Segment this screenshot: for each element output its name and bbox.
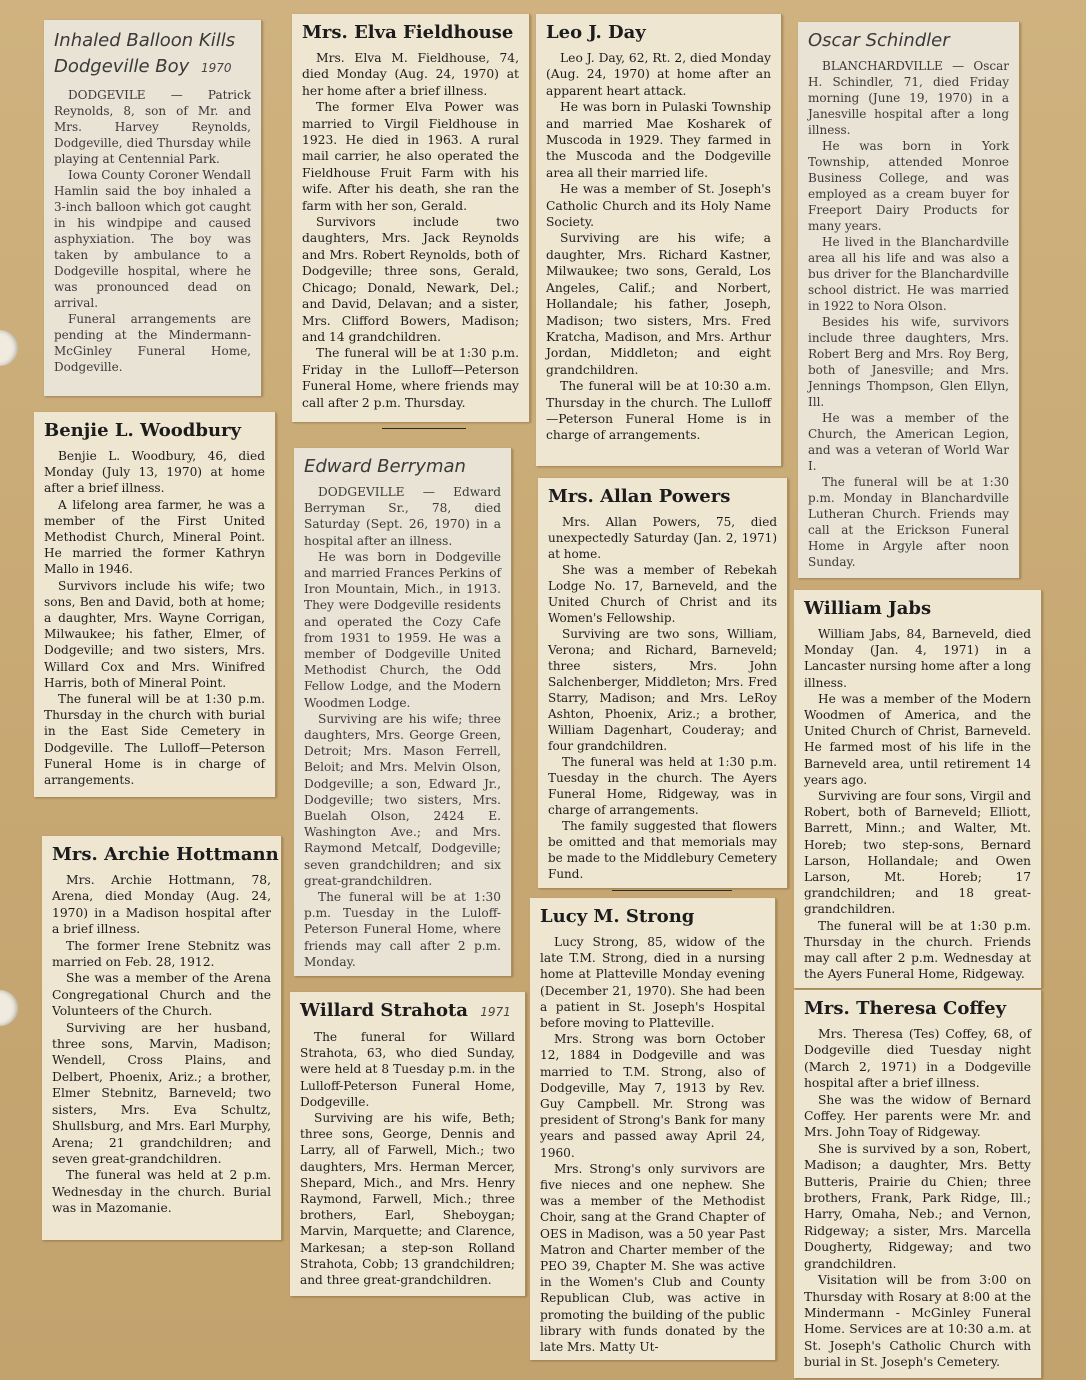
paragraph: The former Irene Stebnitz was married on Feb. 28, 1912. [52, 938, 271, 970]
divider-rule [612, 890, 732, 891]
article-body [302, 50, 519, 411]
paragraph: BLANCHARDVILLE — Oscar H. Schindler, 71, died Friday morning (June 19, 1970) in a Janesville hospital after a long illness. [808, 59, 1009, 137]
article-body [804, 626, 1031, 982]
paragraph: Surviving are his wife; three daughters, Mrs. George Green, Detroit; Mrs. Mason Ferrell, Beloit; and Mrs. Melvin Olson, Dodgeville; a son, Edward Jr., Dodgeville; two sisters, Mrs. Buelah Olson, 2424 E. Washington Ave.; and Mrs. Raymond Metcalf, Dodgeville; seven grandchildren; and six great-grandchildren. [304, 711, 501, 888]
paragraph: He was born in Pulaski Township and married Mae Kosharek of Muscoda in 1929. They farmed in the Muscoda and the Dodgeville area all their married life. [546, 100, 771, 180]
obituary-clipping-woodbury [34, 412, 276, 797]
headline: Edward Berryman [304, 456, 466, 477]
headline [54, 28, 251, 81]
paragraph: He was a member of the Modern Woodmen of America, and the United Church of Christ, Barneveld. He farmed most of his life in the Barneveld area, until retirement 14 years ago. [804, 691, 1031, 787]
paragraph: Surviving are his wife; a daughter, Mrs. Richard Kastner, Milwaukee; two sons, Gerald, Los Angeles, Calif.; and Norbert, Hollandale; his father, Joseph, Madison; two sisters, Mrs. Fred Kratcha, Madison, and Mrs. Arthur Jordan, Middleton; and eight grandchildren. [546, 231, 771, 377]
handwritten-year: 1970 [201, 61, 232, 75]
paragraph: He lived in the Blanchardville area all his life and was also a bus driver for the Blanchardville school district. He was married in 1922 to Nora Olson. [808, 235, 1009, 313]
paragraph: Survivors include his wife; two sons, Ben and David, both at home; a daughter, Mrs. Wayne Corrigan, Milwaukee; his father, Elmer, of Dodgeville; and two sisters, Mrs. Willard Cox and Mrs. Winifred Harris, both of Mineral Point. [44, 578, 265, 690]
headline: Leo J. Day [546, 22, 646, 43]
paragraph: Iowa County Coroner Wendall Hamlin said the boy inhaled a 3-inch balloon which got caught in his windpipe and caused asphyxiation. The boy was taken by ambulance to a Dodgeville hospital, where he was pronounced dead on arrival. [54, 168, 251, 310]
article-body [804, 1026, 1031, 1371]
paragraph: Lucy Strong, 85, widow of the late T.M. Strong, died in a nursing home at Platteville Monday evening (December 21, 1970). She had been a patient in St. Joseph's Hospital before moving to Platteville. [540, 935, 765, 1031]
paragraph: DODGEVILLE — Edward Berryman Sr., 78, died Saturday (Sept. 26, 1970) in a hospital after an illness. [304, 485, 501, 548]
binder-hole [0, 330, 18, 366]
headline: Benjie L. Woodbury [44, 420, 241, 441]
article-body [52, 872, 271, 1217]
paragraph: She is survived by a son, Robert, Madison; a daughter, Mrs. Betty Butteris, Prairie du Chien; three brothers, Frank, Park Ridge, Ill.; Harry, Omaha, Neb.; and Vernon, Ridgeway; a sister, Mrs. Marcella Dougherty, Ridgeway; and two grandchildren. [804, 1141, 1031, 1271]
paragraph: DODGEVILE — Patrick Reynolds, 8, son of Mr. and Mrs. Harvey Reynolds, Dodgeville, died Thursday while playing at Centennial Park. [54, 88, 251, 166]
paragraph: He was a member of the Church, the American Legion, and was a veteran of World War I. [808, 411, 1009, 473]
paragraph: A lifelong area farmer, he was a member of the First United Methodist Church, Mineral Point. He married the former Kathryn Mallo in 1946. [44, 497, 265, 577]
paragraph: The funeral will be at 1:30 p.m. Thursday in the church. Friends may call after 2 p.m. Wednesday at the Ayers Funeral Home, Ridgeway. [804, 918, 1031, 982]
paragraph: She was the widow of Bernard Coffey. Her parents were Mr. and Mrs. John Toay of Ridgeway. [804, 1092, 1031, 1140]
obituary-clipping-coffey [794, 990, 1042, 1378]
paragraph: The funeral will be at 1:30 p.m. Friday in the Lulloff—Peterson Funeral Home, where friends may call after 2 p.m. Thursday. [302, 346, 519, 410]
paragraph: The funeral will be at 1:30 p.m. Thursday in the church with burial in the East Side Cemetery in Dodgeville. The Lulloff—Peterson Funeral Home is in charge of arrangements. [44, 692, 265, 788]
obituary-clipping-strong [530, 898, 776, 1360]
paragraph: Visitation will be from 3:00 on Thursday with Rosary at 8:00 at the Mindermann - McGinley Funeral Home. Services are at 10:30 a.m. at St. Joseph's Catholic Church with burial in St. Joseph's Cemetery. [804, 1273, 1031, 1370]
paragraph: The funeral was held at 2 p.m. Wednesday in the church. Burial was in Mazomanie. [52, 1168, 271, 1216]
article-body [546, 50, 771, 444]
paragraph: Mrs. Strong was born October 12, 1884 in Dodgeville and was married to T.M. Strong, also of Dodgeville, May 7, 1913 by Rev. Guy Campbell. Mr. Strong was president of Strong's Bank for many years and passed away April 24, 1960. [540, 1032, 765, 1160]
headline-text: Inhaled Balloon Kills Dodgeville Boy [54, 30, 236, 77]
obituary-clipping-reynolds [44, 20, 262, 396]
paragraph: He was a member of St. Joseph's Catholic Church and its Holy Name Society. [546, 182, 771, 230]
paragraph: The funeral will be at 1:30 p.m. Monday in Blanchardville Lutheran Church. Friends may call at the Erickson Funeral Home in Argyle after noon Sunday. [808, 475, 1009, 569]
paragraph: Mrs. Allan Powers, 75, died unexpectedly Saturday (Jan. 2, 1971) at home. [548, 515, 777, 561]
obituary-clipping-fieldhouse [292, 14, 530, 422]
article-body [540, 934, 765, 1355]
paragraph: William Jabs, 84, Barneveld, died Monday (Jan. 4, 1971) in a Lancaster nursing home after a long illness. [804, 627, 1031, 690]
paragraph: She was a member of Rebekah Lodge No. 17, Barneveld, and the United Church of Christ and its Women's Fellowship. [548, 563, 777, 625]
headline: William Jabs [804, 598, 932, 619]
obituary-clipping-hottmann [42, 836, 282, 1240]
article-body [304, 484, 501, 970]
headline: Mrs. Archie Hottmann [52, 844, 279, 865]
paragraph: Surviving are his wife, Beth; three sons, George, Dennis and Larry, all of Farwell, Mich.; two daughters, Mrs. Herman Mercer, Shepard, Mich., and Mrs. Henry Raymond, Farwell, Mich.; three brothers, Earl, Sheboygan; Marvin, Marquette; and Clarence, Markesan; a step-son Rolland Strahota, Cobb; 13 grandchildren; and three great-grandchildren. [300, 1111, 515, 1288]
paragraph: The former Elva Power was married to Virgil Fieldhouse in 1923. He died in 1963. A rural mail carrier, he also operated the Fieldhouse Fruit Farm with his wife. After his death, she ran the farm with her son, Gerald. [302, 100, 519, 213]
headline: Mrs. Elva Fieldhouse [302, 22, 514, 43]
article-body [300, 1029, 515, 1288]
obituary-clipping-powers [538, 478, 788, 888]
paragraph: Leo J. Day, 62, Rt. 2, died Monday (Aug. 24, 1970) at home after an apparent heart attack. [546, 51, 771, 98]
paragraph: The funeral was held at 1:30 p.m. Tuesday in the church. The Ayers Funeral Home, Ridgeway, was in charge of arrangements. [548, 755, 777, 817]
headline-text: Willard Strahota [300, 1000, 468, 1021]
handwritten-year: 1971 [480, 1005, 511, 1019]
paragraph: Mrs. Elva M. Fieldhouse, 74, died Monday (Aug. 24, 1970) at her home after a brief illness. [302, 51, 519, 98]
paragraph: Benjie L. Woodbury, 46, died Monday (July 13, 1970) at home after a brief illness. [44, 449, 265, 496]
paragraph: Surviving are four sons, Virgil and Robert, both of Barneveld; Elliott, Barrett, Minn.; and Walter, Mt. Horeb; two step-sons, Bernard Larson, Hollandale; and Owen Larson, Mt. Horeb; 17 grandchildren; and 18 great-grandchildren. [804, 789, 1031, 917]
obituary-clipping-day [536, 14, 782, 466]
article-body [548, 514, 777, 882]
headline [300, 1000, 515, 1023]
paragraph: He was born in York Township, attended Monroe Business College, and was employed as a cream buyer for Freeport Dairy Products for many years. [808, 139, 1009, 233]
obituary-clipping-strahota [290, 992, 526, 1296]
paragraph: Surviving are her husband, three sons, Marvin, Madison; Wendell, Cross Plains, and Delbert, Phoenix, Ariz.; a brother, Elmer Stebnitz, Barneveld; two sisters, Mrs. Eva Schultz, Shullsburg, and Mrs. Earl Murphy, Arena; 21 grandchildren; and seven great-grandchildren. [52, 1020, 271, 1166]
headline: Lucy M. Strong [540, 906, 695, 927]
paragraph: She was a member of the Arena Congregational Church and the Volunteers of the Church. [52, 971, 271, 1019]
article-body [44, 448, 265, 788]
paragraph: Surviving are two sons, William, Verona; and Richard, Barneveld; three sisters, Mrs. John Salchenberger, Middleton; Mrs. Fred Starry, Madison; and Mrs. LeRoy Ashton, Phoenix, Ariz.; a brother, William Dagenhart, Couderay; and four grandchildren. [548, 627, 777, 753]
paragraph: Mrs. Strong's only survivors are five nieces and one nephew. She was a member of the Methodist Choir, sang at the Grand Chapter of OES in Madison, was a 50 year Past Matron and Charter member of the PEO 39, Chapter M. She was active in the Women's Club and County Republican Club, was active in promoting the building of the public library with funds donated by the late Mrs. Matty Ut- [540, 1161, 765, 1355]
article-body [808, 58, 1009, 570]
divider-rule [382, 428, 466, 429]
article-body [54, 87, 251, 375]
paragraph: The funeral will be at 1:30 p.m. Tuesday in the Luloff-Peterson Funeral Home, where friends may call after 2 p.m. Monday. [304, 890, 501, 969]
binder-hole [0, 990, 18, 1026]
paragraph: He was born in Dodgeville and married Frances Perkins of Iron Mountain, Mich., in 1913. They were Dodgeville residents and operated the Cozy Cafe from 1931 to 1959. He was a member of Dodgeville United Methodist Church, the Odd Fellow Lodge, and the Modern Woodmen Lodge. [304, 549, 501, 710]
headline: Mrs. Theresa Coffey [804, 998, 1007, 1019]
paragraph: The funeral will be at 10:30 a.m. Thursday in the church. The Lulloff—Peterson Funeral Home is in charge of arrangements. [546, 379, 771, 443]
paragraph: Mrs. Theresa (Tes) Coffey, 68, of Dodgeville died Tuesday night (March 2, 1971) in a Dodgeville hospital after a brief illness. [804, 1027, 1031, 1091]
paragraph: The funeral for Willard Strahota, 63, who died Sunday, were held at 8 Tuesday p.m. in the Lulloff-Peterson Funeral Home, Dodgeville. [300, 1030, 515, 1109]
obituary-clipping-schindler [798, 22, 1020, 578]
paragraph: Survivors include two daughters, Mrs. Jack Reynolds and Mrs. Robert Reynolds, both of Dodgeville; three sons, Gerald, Chicago; Donald, Newark, Del.; and David, Delavan; and a sister, Mrs. Clifford Bowers, Madison; and 14 grandchildren. [302, 215, 519, 344]
obituary-clipping-berryman [294, 448, 512, 976]
paragraph: Mrs. Archie Hottmann, 78, Arena, died Monday (Aug. 24, 1970) in a Madison hospital after a brief illness. [52, 873, 271, 937]
obituary-clipping-jabs [794, 590, 1042, 988]
paragraph: Besides his wife, survivors include three daughters, Mrs. Robert Berg and Mrs. Roy Berg, both of Janesville; and Mrs. Jennings Thompson, Glen Ellyn, Ill. [808, 315, 1009, 409]
headline: Oscar Schindler [808, 30, 950, 51]
paragraph: The family suggested that flowers be omitted and that memorials may be made to the Middlebury Cemetery Fund. [548, 819, 777, 881]
headline: Mrs. Allan Powers [548, 486, 731, 507]
paragraph: Funeral arrangements are pending at the Mindermann-McGinley Funeral Home, Dodgeville. [54, 312, 251, 374]
